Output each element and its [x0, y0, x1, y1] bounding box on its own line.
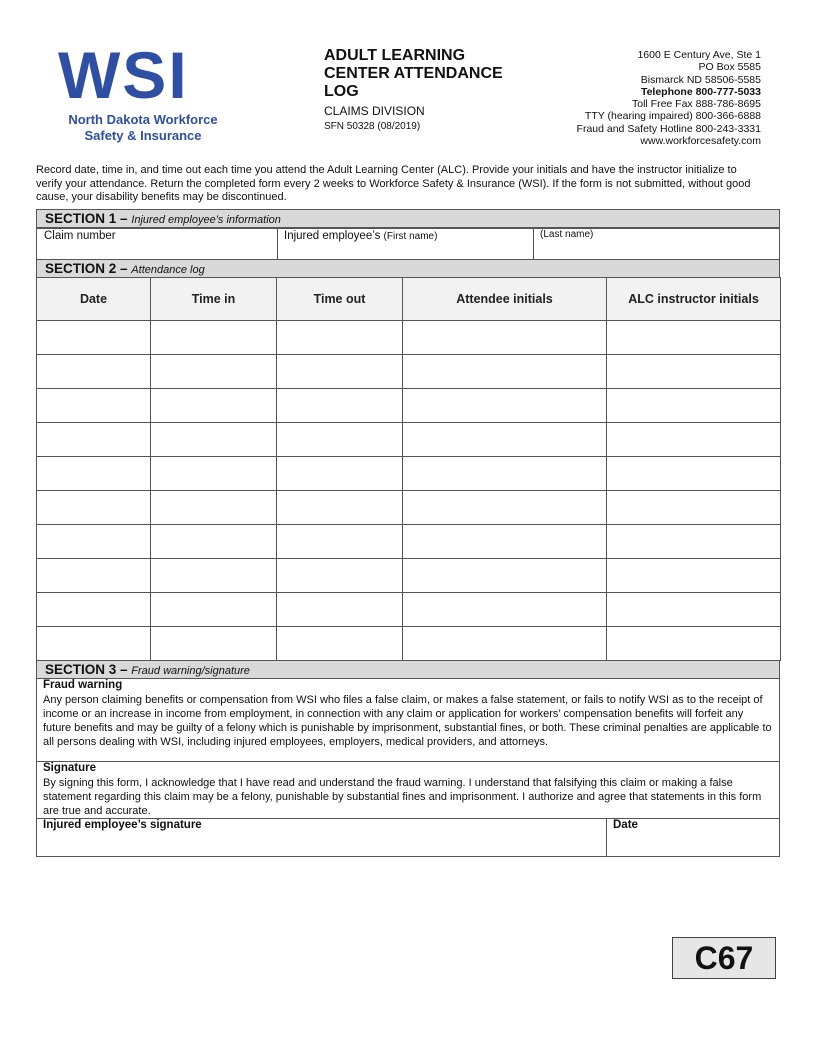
date-cell[interactable] — [37, 627, 151, 661]
first-name-field[interactable] — [284, 230, 437, 242]
attendance-row — [37, 593, 781, 627]
instructor-initials-cell[interactable] — [607, 593, 781, 627]
date-cell[interactable] — [37, 593, 151, 627]
signature-label: Injured employee’s signature — [43, 819, 202, 831]
time-out-cell[interactable] — [277, 593, 403, 627]
attendee-initials-cell[interactable] — [403, 627, 607, 661]
time-out-cell[interactable] — [277, 321, 403, 355]
claim-number-field[interactable] — [44, 230, 116, 242]
attendee-initials-cell[interactable] — [403, 355, 607, 389]
section3-title: SECTION 3 – — [45, 662, 128, 677]
form-number: SFN 50328 (08/2019) — [324, 121, 421, 132]
attendee-initials-cell[interactable] — [403, 559, 607, 593]
first-name-label: (First name) — [383, 231, 438, 242]
date-cell[interactable] — [37, 559, 151, 593]
logo-tagline-2: Safety & Insurance — [84, 128, 202, 143]
form-title: ADULT LEARNING CENTER ATTENDANCE LOG — [324, 47, 503, 100]
date-cell[interactable] — [37, 423, 151, 457]
time-out-cell[interactable] — [277, 559, 403, 593]
logo-wsi: WSI — [58, 38, 189, 112]
time-in-cell[interactable] — [151, 491, 277, 525]
instructor-initials-cell[interactable] — [607, 423, 781, 457]
attendee-initials-cell[interactable] — [403, 389, 607, 423]
section2-title: SECTION 2 – — [45, 261, 128, 276]
address-city: Bismarck ND 58506-5585 — [640, 73, 761, 86]
attendee-initials-cell[interactable] — [403, 423, 607, 457]
address-fax: Toll Free Fax 888-786-8695 — [632, 98, 761, 111]
time-in-cell[interactable] — [151, 559, 277, 593]
attendee-initials-cell[interactable] — [403, 321, 607, 355]
signature-field[interactable] — [43, 819, 603, 856]
instructor-initials-cell[interactable] — [607, 321, 781, 355]
section3-subtitle: Fraud warning/signature — [131, 665, 250, 677]
signature-title: Signature — [43, 762, 97, 774]
col-date: Date — [37, 278, 151, 321]
form-division: CLAIMS DIVISION — [324, 104, 425, 118]
time-in-cell[interactable] — [151, 627, 277, 661]
attendance-table — [36, 277, 781, 661]
time-in-cell[interactable] — [151, 525, 277, 559]
col-time-in: Time in — [151, 278, 277, 321]
time-in-cell[interactable] — [151, 423, 277, 457]
address-po-box: PO Box 5585 — [698, 61, 761, 74]
attendance-row — [37, 423, 781, 457]
instructor-initials-cell[interactable] — [607, 355, 781, 389]
instructor-initials-cell[interactable] — [607, 491, 781, 525]
instructor-initials-cell[interactable] — [607, 457, 781, 491]
col-time-out: Time out — [277, 278, 403, 321]
date-label: Date — [613, 819, 638, 831]
section1-subtitle: Injured employee’s information — [131, 214, 281, 226]
form-code-badge: C67 — [672, 937, 776, 979]
fraud-warning-text: Any person claiming benefits or compensation from WSI who files a false claim, or makes a false statement, or fails to notify WSI as to the receipt of income or an increase in income from employment, in connection with any claim or application for workers’ compensation benefits will forfeit any future benefits and may be guilty of a felony which is punishable by imprisonment, substantial fines, or both. These criminal penalties are applicable to all persons dealing with WSI, including injured employees, employers, medical providers, and attorneys. — [43, 694, 772, 748]
address-fraud-hotline: Fraud and Safety Hotline 800-243-3331 — [576, 122, 761, 135]
date-cell[interactable] — [37, 355, 151, 389]
time-out-cell[interactable] — [277, 627, 403, 661]
attendee-initials-cell[interactable] — [403, 525, 607, 559]
address-telephone: Telephone 800-777-5033 — [640, 85, 761, 98]
time-in-cell[interactable] — [151, 321, 277, 355]
date-cell[interactable] — [37, 389, 151, 423]
attendance-row — [37, 321, 781, 355]
last-name-label: (Last name) — [540, 229, 594, 240]
attendance-row — [37, 389, 781, 423]
col-instructor-initials: ALC instructor initials — [607, 278, 781, 321]
date-cell[interactable] — [37, 457, 151, 491]
attendance-header-row — [37, 278, 781, 321]
instructions: Record date, time in, and time out each time you attend the Adult Learning Center (ALC). Provide your initials and have the instructor initialize to verify your attendance. Return the completed form every 2 weeks to Workforce Safety & Insurance (WSI). If the form is not submitted, without good cause, your disability benefits may be discontinued. — [36, 164, 751, 204]
address-tty: TTY (hearing impaired) 800-366-6888 — [584, 110, 761, 123]
attendance-row — [37, 627, 781, 661]
attendance-rows — [37, 321, 781, 661]
attendee-initials-cell[interactable] — [403, 491, 607, 525]
attendance-row — [37, 559, 781, 593]
section1-title: SECTION 1 – — [45, 211, 128, 226]
employee-label: Injured employee’s — [284, 230, 381, 242]
address-street: 1600 E Century Ave, Ste 1 — [637, 49, 761, 61]
date-cell[interactable] — [37, 525, 151, 559]
time-out-cell[interactable] — [277, 525, 403, 559]
col-attendee-initials: Attendee initials — [403, 278, 607, 321]
address-website[interactable]: www.workforcesafety.com — [640, 135, 761, 148]
instructor-initials-cell[interactable] — [607, 389, 781, 423]
section3-header — [36, 660, 780, 679]
instructor-initials-cell[interactable] — [607, 525, 781, 559]
date-cell[interactable] — [37, 491, 151, 525]
attendance-row — [37, 525, 781, 559]
time-out-cell[interactable] — [277, 355, 403, 389]
time-in-cell[interactable] — [151, 389, 277, 423]
section1-header — [36, 209, 780, 228]
attendee-initials-cell[interactable] — [403, 457, 607, 491]
date-field[interactable] — [613, 819, 773, 856]
time-in-cell[interactable] — [151, 593, 277, 627]
time-out-cell[interactable] — [277, 491, 403, 525]
fraud-warning-title: Fraud warning — [43, 679, 123, 691]
time-out-cell[interactable] — [277, 457, 403, 491]
attendance-row — [37, 355, 781, 389]
claim-number-label: Claim number — [44, 230, 116, 242]
address-block — [577, 49, 761, 147]
time-in-cell[interactable] — [151, 457, 277, 491]
signature-text: By signing this form, I acknowledge that I have read and understand the fraud warning. I understand that falsifying this claim or making a false statement regarding this claim may be a felony, punishable by substantial fines and imprisonment. I authorize and agree that statements in this form are true and accurate. — [43, 777, 762, 817]
time-out-cell[interactable] — [277, 423, 403, 457]
attendance-row — [37, 491, 781, 525]
instructor-initials-cell[interactable] — [607, 559, 781, 593]
instructor-initials-cell[interactable] — [607, 627, 781, 661]
section2-header — [36, 259, 780, 278]
time-in-cell[interactable] — [151, 355, 277, 389]
logo-tagline-1: North Dakota Workforce — [68, 112, 218, 127]
attendee-initials-cell[interactable] — [403, 593, 607, 627]
attendance-row — [37, 457, 781, 491]
section1-fields — [36, 228, 780, 261]
last-name-field[interactable] — [540, 229, 593, 240]
date-cell[interactable] — [37, 321, 151, 355]
time-out-cell[interactable] — [277, 389, 403, 423]
section2-subtitle: Attendance log — [131, 264, 205, 276]
